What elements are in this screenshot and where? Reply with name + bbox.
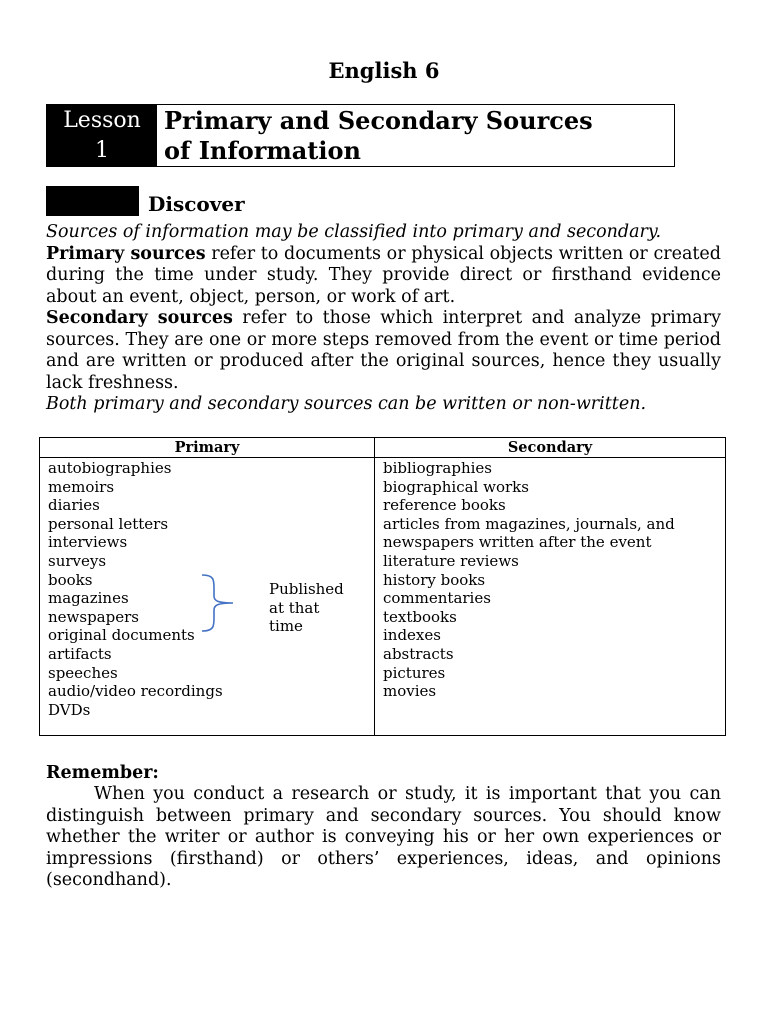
- list-item: articles from magazines, journals, and: [383, 514, 675, 533]
- primary-definition-text: refer to documents or physical objects written or created during the time under study. They provide direct or firsthand evidence about an event, object, person, or work of art.: [46, 243, 721, 307]
- lesson-title: [157, 105, 593, 166]
- secondary-cell: [375, 458, 726, 736]
- remember-paragraph: When you conduct a research or study, it is important that you can distinguish between primary and secondary sources. You should know whether the writer or author is conveying his or her own experiences or impressions (firsthand) or others’ experiences, ideas, and opinions (secondhand).: [46, 784, 721, 890]
- closing-paragraph: Both primary and secondary sources can be written or non-written.: [46, 394, 647, 414]
- list-item: magazines: [48, 589, 129, 608]
- lesson-label: Lesson: [63, 108, 141, 133]
- secondary-column-header: Secondary: [375, 438, 726, 458]
- list-item: indexes: [383, 626, 441, 645]
- primary-column-header: Primary: [40, 438, 375, 458]
- list-item: biographical works: [383, 477, 529, 496]
- published-note-line: time: [269, 617, 303, 636]
- list-item: abstracts: [383, 644, 454, 663]
- secondary-definition-text: refer to those which interpret and analyze primary sources. They are one or more steps removed from the event or time period and are written or produced after the original sources, hence they usually lack freshness.: [46, 308, 721, 393]
- list-item: newspapers written after the event: [383, 533, 652, 552]
- list-item: memoirs: [48, 477, 115, 496]
- published-note-line: Published: [269, 580, 344, 598]
- list-item: reference books: [383, 496, 506, 515]
- list-item: artifacts: [48, 644, 112, 663]
- list-item: speeches: [48, 663, 118, 682]
- sources-table: [39, 437, 726, 736]
- list-item: audio/video recordings: [48, 682, 223, 701]
- published-note-line: at that: [269, 598, 320, 617]
- secondary-term: Secondary sources: [46, 308, 233, 328]
- list-item: commentaries: [383, 589, 491, 608]
- lesson-title-line-1: Primary and Secondary Sources: [164, 106, 593, 135]
- lesson-number: 1: [95, 138, 109, 163]
- list-item: textbooks: [383, 607, 457, 626]
- list-item: surveys: [48, 551, 107, 570]
- list-item: interviews: [48, 533, 128, 552]
- lesson-header: [46, 104, 675, 167]
- list-item: history books: [383, 570, 486, 589]
- list-item: autobiographies: [48, 459, 172, 477]
- list-item: movies: [383, 682, 437, 701]
- list-item: diaries: [48, 496, 100, 515]
- list-item: personal letters: [48, 514, 169, 533]
- list-item: bibliographies: [383, 459, 492, 477]
- curly-brace-icon: [200, 574, 236, 632]
- secondary-definition: [46, 308, 721, 394]
- list-item: original documents: [48, 626, 195, 645]
- lesson-number-badge: [47, 105, 157, 166]
- list-item: DVDs: [48, 700, 91, 719]
- lesson-title-line-2: of Information: [164, 136, 361, 165]
- primary-term: Primary sources: [46, 243, 206, 264]
- list-item: books: [48, 570, 93, 589]
- table-header-row: [40, 438, 726, 458]
- list-item: literature reviews: [383, 551, 519, 570]
- secondary-list: [383, 459, 725, 701]
- list-item: pictures: [383, 663, 446, 682]
- intro-paragraph: Sources of information may be classified into primary and secondary.: [46, 222, 662, 242]
- published-note: [269, 580, 369, 636]
- page-title: English 6: [328, 58, 440, 83]
- primary-cell: [40, 458, 375, 736]
- discover-body: [46, 222, 721, 416]
- remember-heading: Remember:: [46, 763, 159, 783]
- section-marker: [46, 186, 139, 216]
- primary-definition: [46, 244, 721, 309]
- list-item: newspapers: [48, 607, 139, 626]
- discover-heading: Discover: [148, 192, 245, 216]
- table-row: [40, 458, 726, 736]
